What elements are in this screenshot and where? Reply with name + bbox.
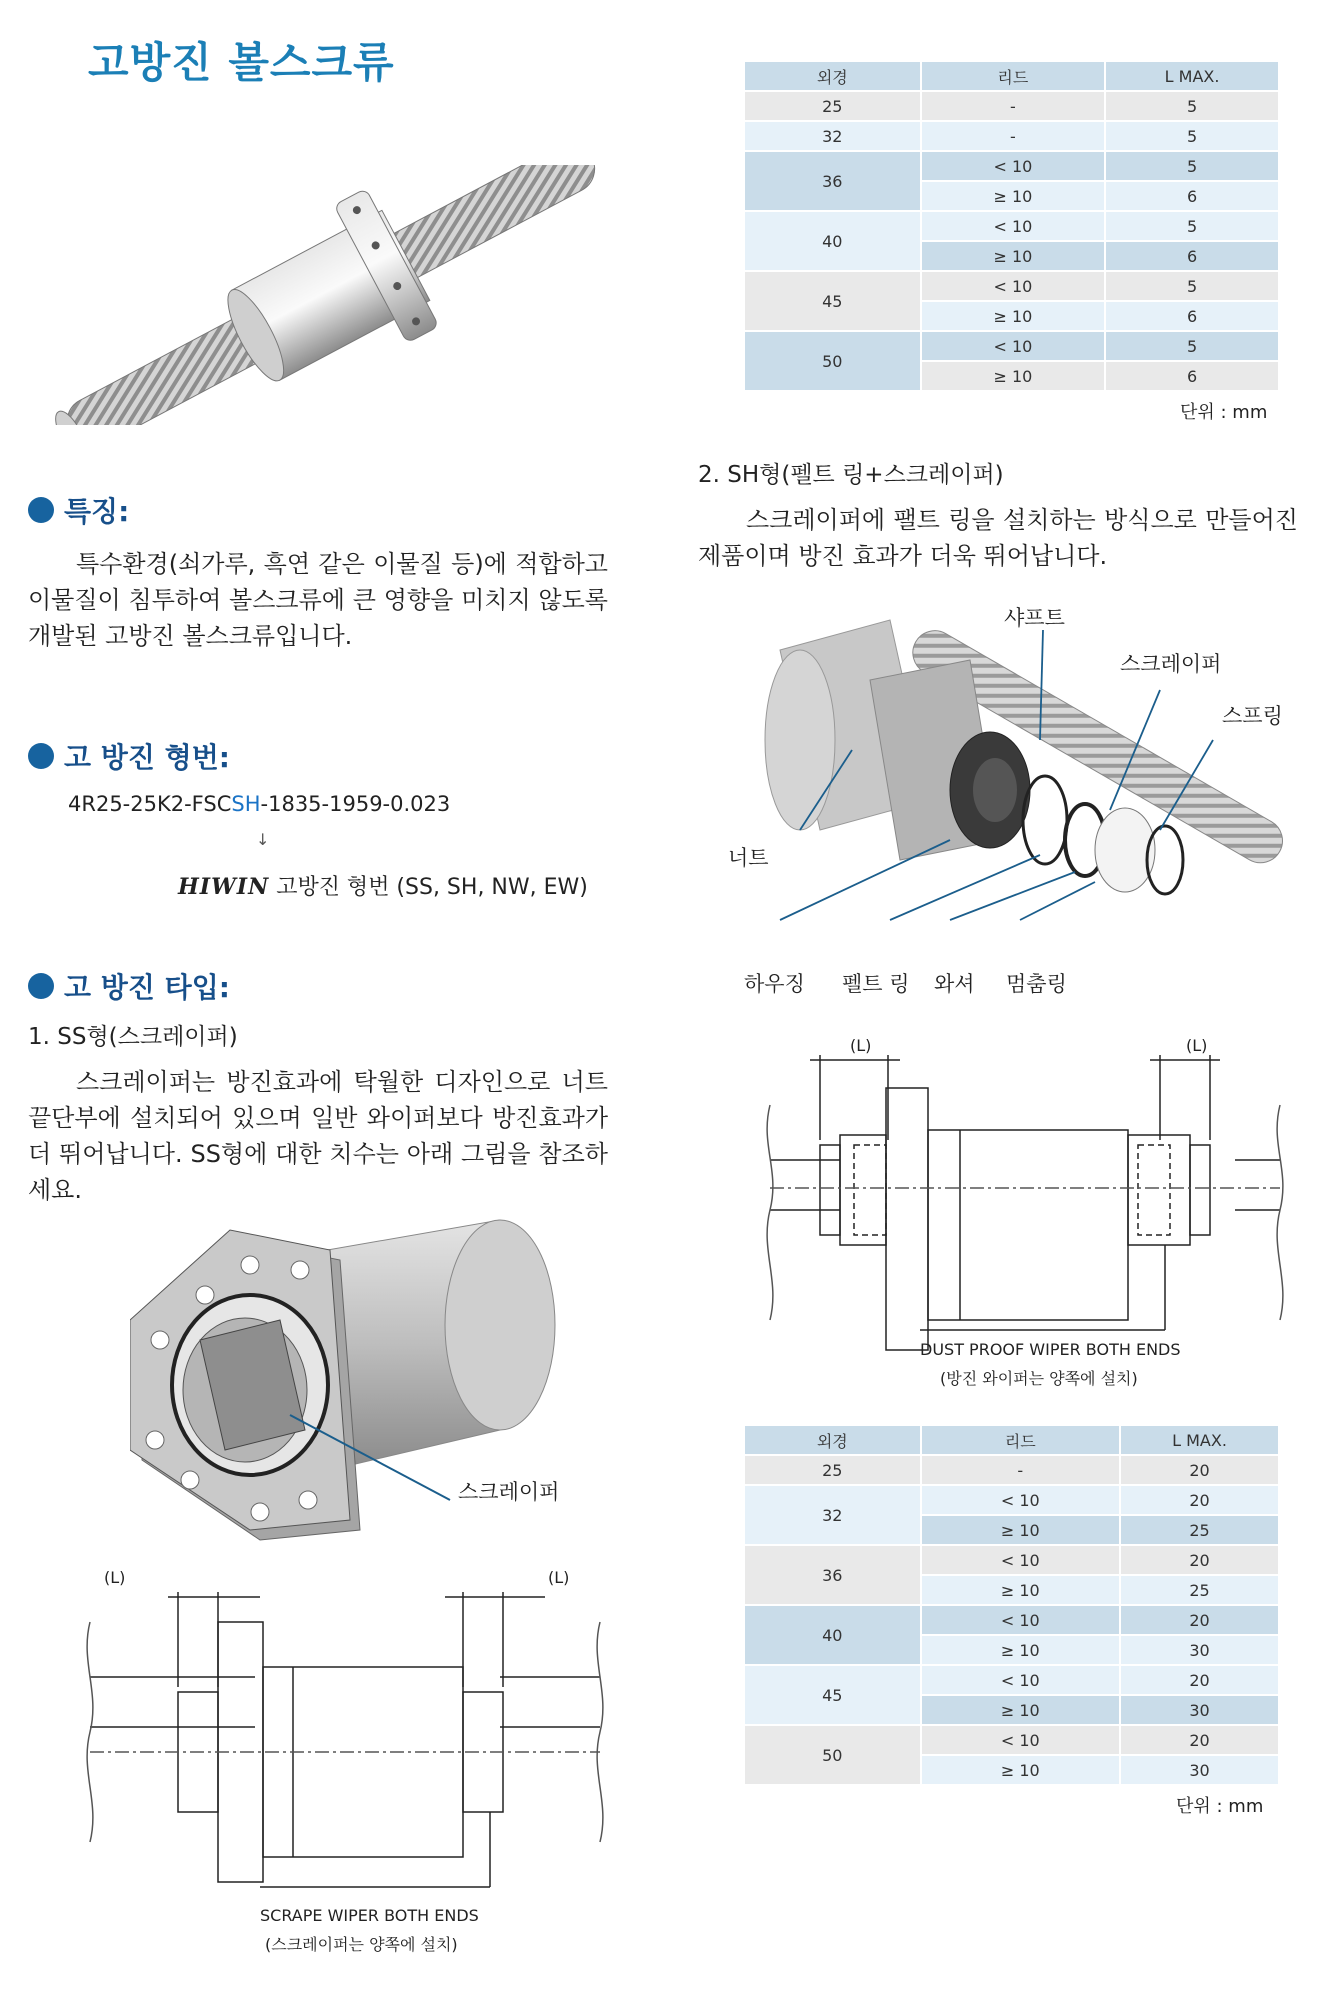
table-row: 45 < 10 5 <box>745 272 1278 300</box>
model-heading: 고 방진 형번: <box>28 736 230 776</box>
header-od: 외경 <box>745 1426 920 1454</box>
hiwin-logo: HIWIN <box>178 874 270 900</box>
page-title: 고방진 볼스크류 <box>88 38 395 87</box>
table-row: 36 < 10 20 <box>745 1546 1278 1574</box>
table-row: 45 < 10 20 <box>745 1666 1278 1694</box>
bullet-icon <box>28 743 54 769</box>
table-row: ≥ 10 25 <box>745 1516 1278 1544</box>
ss-dimension-table <box>743 60 1280 392</box>
sh-type-title: 2. SH형(펠트 링+스크레이퍼) <box>698 462 1004 488</box>
table-row: ≥ 10 25 <box>745 1576 1278 1604</box>
table-row: ≥ 10 30 <box>745 1636 1278 1664</box>
label-stop-ring: 멈춤링 <box>1006 972 1067 996</box>
ss-type-text: 스크레이퍼는 방진효과에 탁월한 디자인으로 너트 끝단부에 설치되어 있으며 일반 와이퍼보다 방진효과가 더 뛰어납니다. SS형에 대한 치수는 아래 그림을 참조하세요. <box>28 1068 608 1204</box>
table-row: 32 - 5 <box>745 122 1278 150</box>
table-header-row <box>745 1426 1278 1454</box>
label-scraper: 스크레이퍼 <box>1120 652 1222 676</box>
sh-technical-drawing <box>760 1030 1300 1360</box>
table-row: ≥ 10 6 <box>745 182 1278 210</box>
sh-dimension-table <box>743 1424 1280 1786</box>
table-row: ≥ 10 6 <box>745 302 1278 330</box>
label-nut: 너트 <box>728 846 769 870</box>
bullet-icon <box>28 497 54 523</box>
ss-dim-right: (L) <box>548 1568 570 1587</box>
sh-dim-left: (L) <box>850 1036 872 1055</box>
table2-unit: 단위 : mm <box>1176 1796 1264 1817</box>
header-lmax: L MAX. <box>1106 62 1278 90</box>
label-washer: 와셔 <box>934 972 975 996</box>
table-row: 25 - 20 <box>745 1456 1278 1484</box>
header-lead: 리드 <box>922 1426 1119 1454</box>
table-row: 50 < 10 5 <box>745 332 1278 360</box>
features-heading: 특징: <box>28 490 129 530</box>
label-shaft: 샤프트 <box>1004 606 1065 630</box>
table-row: 40 < 10 5 <box>745 212 1278 240</box>
arrow-down-icon: ↓ <box>256 830 270 849</box>
ss-type-title: 1. SS형(스크레이퍼) <box>28 1024 238 1050</box>
header-lead: 리드 <box>922 62 1105 90</box>
table-row: 32 < 10 20 <box>745 1486 1278 1514</box>
ss-caption-en: SCRAPE WIPER BOTH ENDS <box>260 1906 479 1925</box>
table-row: 40 < 10 20 <box>745 1606 1278 1634</box>
header-od: 외경 <box>745 62 920 90</box>
table-row: ≥ 10 6 <box>745 362 1278 390</box>
table-row: 36 < 10 5 <box>745 152 1278 180</box>
table-row: ≥ 10 30 <box>745 1756 1278 1784</box>
header-lmax: L MAX. <box>1121 1426 1278 1454</box>
sh-caption-en: DUST PROOF WIPER BOTH ENDS <box>920 1340 1181 1359</box>
sh-dim-right: (L) <box>1186 1036 1208 1055</box>
table-header-row <box>745 62 1278 90</box>
table-row: ≥ 10 6 <box>745 242 1278 270</box>
label-housing: 하우징 <box>744 972 805 996</box>
table-row: ≥ 10 30 <box>745 1696 1278 1724</box>
label-spring: 스프링 <box>1222 704 1283 728</box>
bullet-icon <box>28 973 54 999</box>
table-row: 25 - 5 <box>745 92 1278 120</box>
sh-caption-ko: (방진 와이퍼는 양쪽에 설치) <box>940 1369 1138 1388</box>
table1-unit: 단위 : mm <box>1180 402 1268 423</box>
ballscrew-product-image <box>25 165 635 425</box>
types-heading: 고 방진 타입: <box>28 966 230 1006</box>
features-text: 특수환경(쇠가루, 흑연 같은 이물질 등)에 적합하고 이물질이 침투하여 볼스크류에 큰 영향을 미치지 않도록 개발된 고방진 볼스크류입니다. <box>28 550 608 650</box>
model-code: 4R25-25K2-FSCSH-1835-1959-0.023 <box>68 792 451 816</box>
scraper-callout-label: 스크레이퍼 <box>458 1480 560 1504</box>
ss-technical-drawing <box>80 1562 620 1917</box>
ss-caption-ko: (스크레이퍼는 양쪽에 설치) <box>265 1935 458 1954</box>
ss-dim-left: (L) <box>104 1568 126 1587</box>
table-row: 50 < 10 20 <box>745 1726 1278 1754</box>
sh-type-text: 스크레이퍼에 팰트 링을 설치하는 방식으로 만들어진 제품이며 방진 효과가 더욱 뛰어납니다. <box>698 506 1298 570</box>
model-description: HIWIN 고방진 형번 (SS, SH, NW, EW) <box>178 874 588 900</box>
label-felt-ring: 펠트 링 <box>842 972 910 996</box>
ss-scraper-illustration <box>130 1200 610 1570</box>
